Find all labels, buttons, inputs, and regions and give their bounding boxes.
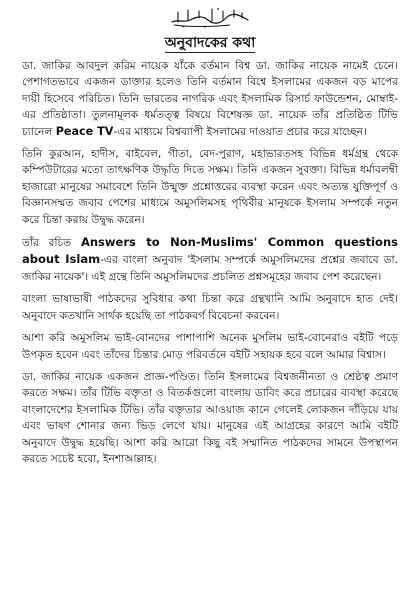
paragraph-4 xyxy=(22,291,398,324)
page-title-text: অনুবাদকের কথা xyxy=(164,35,256,51)
paragraph-text: ডা. জাকির আবদুল করিম নায়েক যাঁকে বর্তমান বিশ্ব ডা. জাকির নায়েক নামেই চেনে। পেশাগতভাবে একজন ডাক্তার হলেও তিনি বর্তমান বিশ্বে ইসলামের একজন বড় মাপের দায়ী হিসেবে পরিচিত। তিনি ভারতের নাগরিক এবং ইসলামিক রিসার্চ ফাউন্ডেশন, মোম্বাই-এর প্রতিষ্ঠাতা। তুলনামূলক ধর্মতত্ত্ব বিষয়ে বিশেষজ্ঞ ডা. নায়েক তাঁর প্রতিষ্ঠিত টিভি চ্যানেল xyxy=(22,60,398,138)
paragraph-text: ডা. জাকির নায়েক একজন প্রাজ্ঞ-পণ্ডিত। তিনি ইসলামের বিশ্বজনীনতা ও শ্রেষ্ঠত্ব প্রমাণ করতে সক্ষম। তাঁর টিভি বক্তৃতা ও বিতর্কগুলো বাংলায় ডাবিং করে প্রচারের ব্যবস্থা করেছে বাংলাদেশের ইসলামিক টিভি। তাঁর বক্তৃতার আওয়াজ কানে গেলেই লোকজন দাঁড়িয়ে যায় এবং ভাষণ শোনার জন্য ভিড় লেগে যায়। মানুষের এই আগ্রহের কারণে আমি বইটি অনুবাদে উদ্বুদ্ধ হয়েছি। আশা করি আরো কিছু বই সম্মানিত পাঠকদের সামনে উপস্থাপন করতে সচেষ্ট হবো, ইনশাআল্লাহ। xyxy=(22,370,398,465)
paragraph-text: তিনি কুরআন, হাদীস, বাইবেল, গীতা, বেদ-পুরাণ, মহাভারতসহ বিভিন্ন ধর্মগ্রন্থ থেকে কম্পিউটারের মতো তাৎক্ষণিক উদ্ধৃতি দিতে সক্ষম। তিনি একজন সুবক্তা। বিভিন্ন ধর্মাবলম্বী হাজারো মানুষের সমাবেশে তিনি উন্মুক্ত প্রশ্নোত্তরের ব্যবস্থা করেন এবং অত্যন্ত যুক্তিপূর্ণ ও বিজ্ঞানসম্মত জবাব পেশের মাধ্যমে অমুসলিমসহ পৃথিবীর মানুষকে ইসলাম সম্পর্কে নতুন করে চিন্তা করায় উদ্বুদ্ধ করেন। xyxy=(22,148,398,226)
paragraph-6 xyxy=(22,369,398,467)
paragraph-text: আশা করি অমুসলিম ভাই-বোনদের পাশাপাশি অনেক মুসলিম ভাই-বোনেরাও বইটি পড়ে উপকৃত হবেন এবং তাঁদের চিন্তার মোড় পরিবর্তনে বইটি সহায়ক হবে বলে আমার বিশ্বাস। xyxy=(22,332,398,361)
paragraph-3 xyxy=(22,234,398,285)
bismillah-calligraphy xyxy=(168,6,252,28)
paragraph-1 xyxy=(22,58,398,140)
english-title-text: Peace TV xyxy=(55,124,114,138)
paragraph-text: -এর মাধ্যমে বিশ্বব্যাপী ইসলামের দাওয়াত প্রচার করে যাচ্ছেন। xyxy=(113,125,367,138)
article-body xyxy=(22,58,398,467)
paragraph-2 xyxy=(22,146,398,228)
page-title xyxy=(22,34,398,52)
english-title-text: Answers to Non-Muslims' Common questions about Islam xyxy=(22,235,398,267)
paragraph-text: তাঁর রচিত xyxy=(22,237,81,250)
paragraph-5 xyxy=(22,330,398,363)
paragraph-text: বাংলা ভাষাভাষী পাঠকদের সুবিধার কথা চিন্তা করে গ্রন্থখানি আমি অনুবাদে হাত দেই। অনুবাদে কতখানি সার্থক হয়েছি তা পাঠকবর্গ বিবেচনা করবেন। xyxy=(22,293,398,322)
paragraph-text: -এর বাংলা অনুবাদ 'ইসলাম সম্পর্কে অমুসলিমদের প্রশ্নের জবাবে ডা. জাকির নায়েক'। এই গ্রন্থে তিনি অমুসলিমদের প্রচলিত প্রশ্নসমূহের জবাব পেশ করেছেন। xyxy=(22,254,398,283)
